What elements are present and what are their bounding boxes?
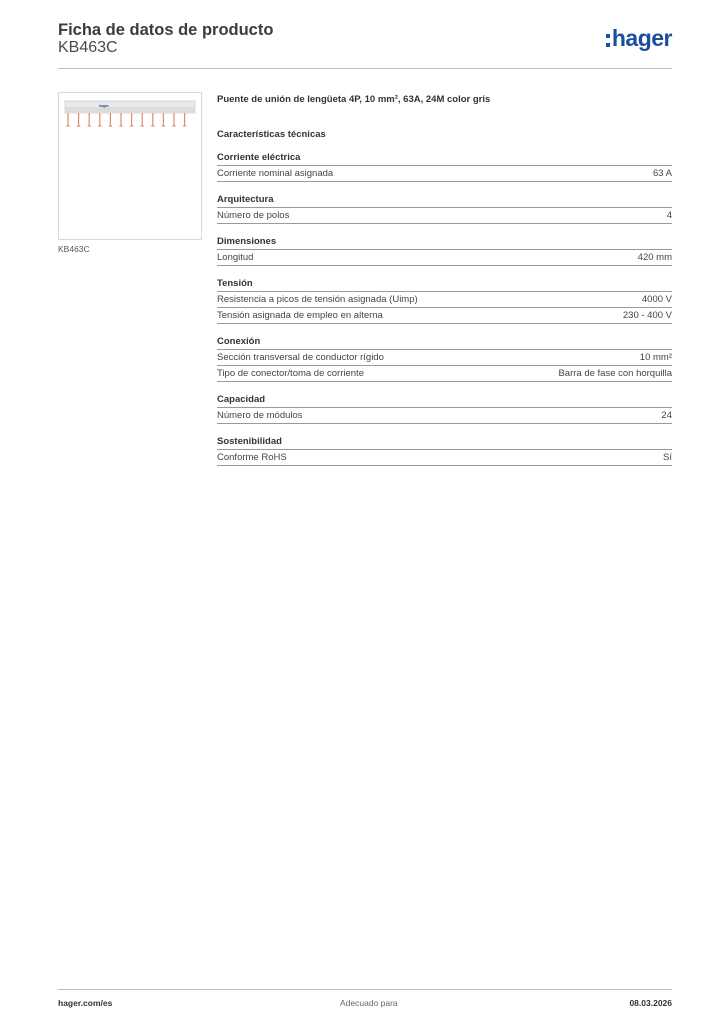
spec-value: 10 mm² — [639, 352, 672, 363]
section-title: Tensión — [217, 278, 672, 292]
spec-content — [217, 90, 672, 466]
spec-row — [217, 366, 672, 382]
spec-section — [217, 194, 672, 224]
spec-value: Barra de fase con horquilla — [558, 368, 672, 379]
product-description: Puente de unión de lengüeta 4P, 10 mm², 63A, 24M color gris — [217, 94, 491, 105]
footer-website: hager.com/es — [58, 998, 113, 1008]
spec-section — [217, 336, 672, 382]
spec-label: Resistencia a picos de tensión asignada (Uimp) — [217, 294, 418, 305]
hager-logo — [606, 27, 672, 50]
spec-value: 24 — [661, 410, 672, 421]
spec-row — [217, 408, 672, 424]
footer-divider — [58, 989, 672, 990]
busbar-pins — [66, 113, 186, 126]
spec-label: Sección transversal de conductor rígido — [217, 352, 384, 363]
image-caption: KB463C — [58, 244, 90, 254]
spec-value: 420 mm — [637, 252, 672, 263]
page-header — [58, 21, 672, 69]
section-title: Corriente eléctrica — [217, 152, 672, 166]
spec-label: Número de polos — [217, 210, 290, 221]
spec-value: 4000 V — [641, 294, 672, 305]
spec-value: 230 - 400 V — [622, 310, 672, 321]
spec-row — [217, 208, 672, 224]
footer-suitable-for: Adecuado para — [340, 998, 398, 1008]
product-code: KB463C — [58, 39, 118, 56]
section-title: Arquitectura — [217, 194, 672, 208]
spec-sections — [217, 152, 672, 466]
spec-label: Tipo de conector/toma de corriente — [217, 368, 364, 379]
spec-row — [217, 450, 672, 466]
spec-section — [217, 436, 672, 466]
spec-row — [217, 308, 672, 324]
logo-text: hager — [611, 25, 672, 51]
logo-dots-icon — [606, 34, 610, 47]
spec-value: 4 — [666, 210, 672, 221]
footer-date: 08.03.2026 — [629, 998, 672, 1008]
spec-label: Corriente nominal asignada — [217, 168, 334, 179]
spec-label: Tensión asignada de empleo en alterna — [217, 310, 383, 321]
spec-label: Conforme RoHS — [217, 452, 287, 463]
section-title: Dimensiones — [217, 236, 672, 250]
spec-section — [217, 152, 672, 182]
section-title: Sostenibilidad — [217, 436, 672, 450]
header-divider — [58, 68, 672, 69]
spec-row — [217, 166, 672, 182]
spec-section — [217, 394, 672, 424]
spec-section — [217, 278, 672, 324]
spec-row — [217, 350, 672, 366]
spec-value: 63 A — [652, 168, 672, 179]
spec-section — [217, 236, 672, 266]
spec-row — [217, 250, 672, 266]
tech-characteristics-heading: Características técnicas — [217, 129, 326, 140]
document-title: Ficha de datos de producto — [58, 21, 274, 39]
spec-row — [217, 292, 672, 308]
spec-label: Número de módulos — [217, 410, 303, 421]
busbar-brand-label: hager — [99, 104, 109, 108]
spec-value: Sí — [663, 452, 672, 463]
section-title: Conexión — [217, 336, 672, 350]
busbar-illustration — [59, 93, 201, 239]
section-title: Capacidad — [217, 394, 672, 408]
product-image — [58, 92, 202, 240]
spec-label: Longitud — [217, 252, 254, 263]
